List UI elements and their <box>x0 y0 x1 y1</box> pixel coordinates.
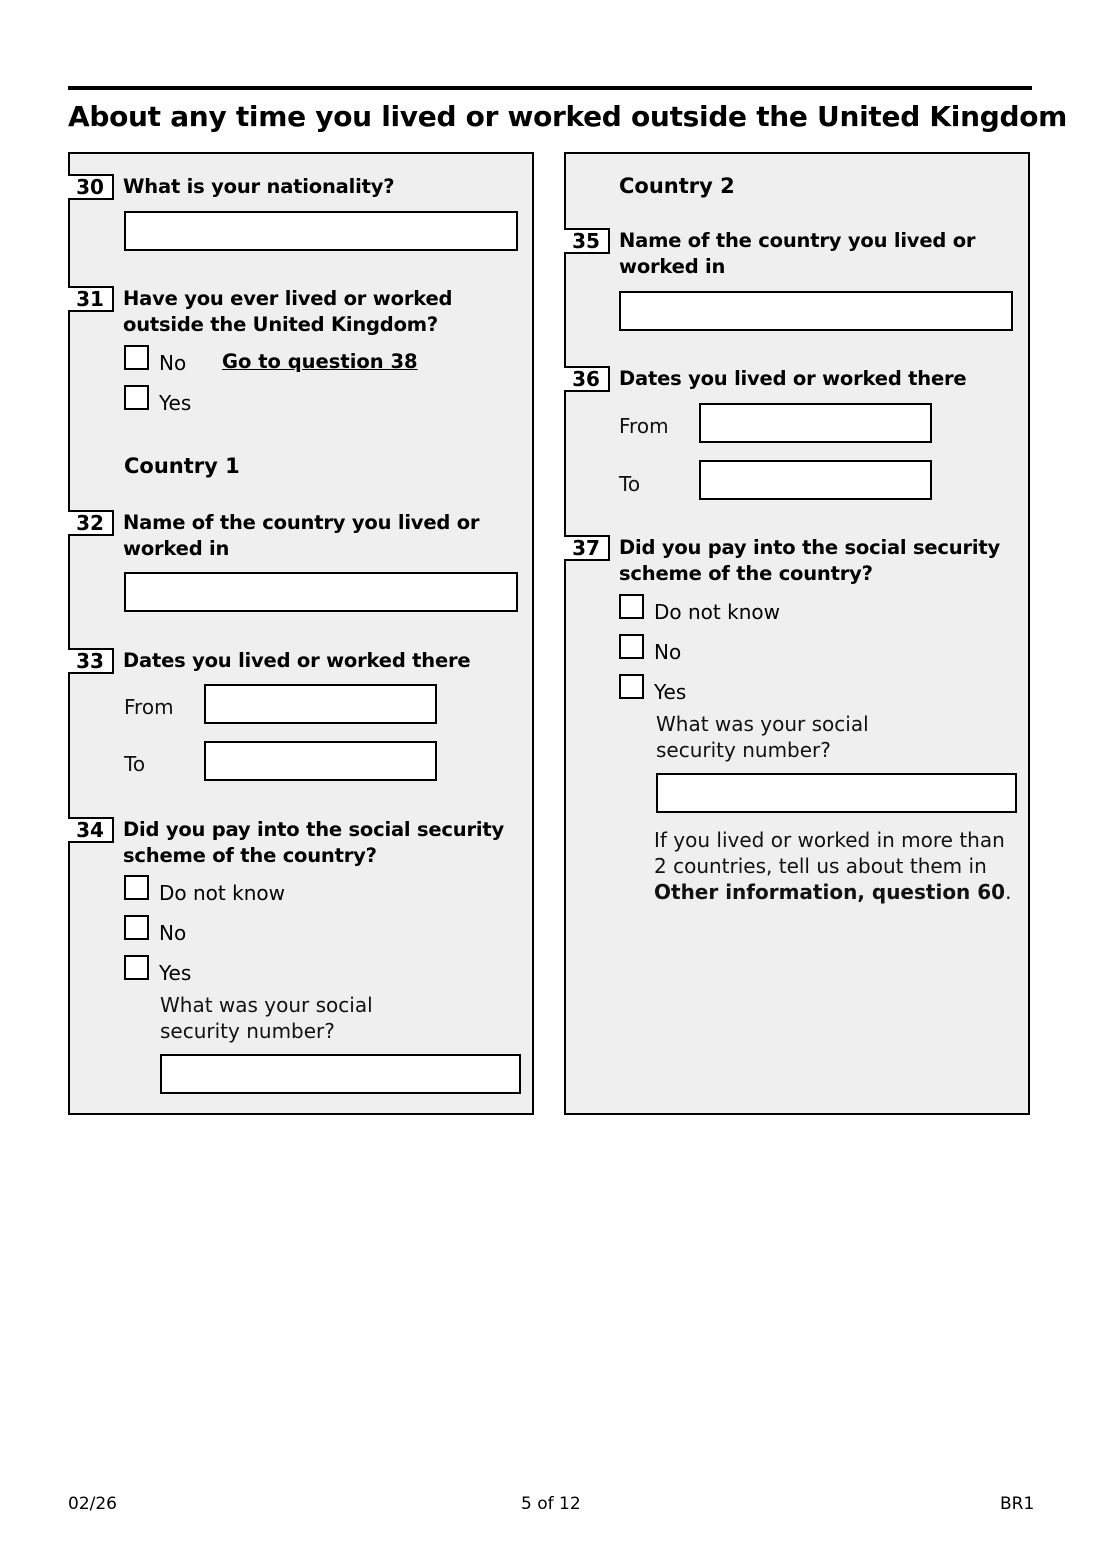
country-1-name-input[interactable] <box>124 572 518 612</box>
note-text: If you lived or worked in more than 2 countries, tell us about them in <box>654 828 1005 878</box>
social-security-dont-know-checkbox[interactable] <box>619 594 644 619</box>
question-text: Have you ever lived or worked outside the United Kingdom? <box>123 287 453 336</box>
country-2-from-date-input[interactable] <box>699 403 932 443</box>
question-text: Did you pay into the social security scheme of the country? <box>123 818 504 867</box>
checkbox-label: Yes <box>654 680 687 704</box>
page-title: About any time you lived or worked outside the United Kingdom <box>68 100 1068 133</box>
lived-abroad-yes-checkbox[interactable] <box>124 385 149 410</box>
checkbox-label: Do not know <box>654 600 780 624</box>
question-text: Name of the country you lived or worked in <box>619 229 976 278</box>
question-text: Dates you lived or worked there <box>123 649 471 672</box>
footer-form-code: BR1 <box>1000 1494 1035 1514</box>
checkbox-label: No <box>159 351 187 375</box>
country-1-heading: Country 1 <box>124 454 240 478</box>
ssn-prompt: What was your social security number? <box>160 993 373 1043</box>
country-1-to-date-input[interactable] <box>204 741 437 781</box>
top-rule <box>68 86 1032 90</box>
social-security-dont-know-checkbox[interactable] <box>124 875 149 900</box>
question-number: 30 <box>68 174 114 200</box>
question-number: 31 <box>68 286 114 312</box>
social-security-no-checkbox[interactable] <box>619 634 644 659</box>
question-number: 35 <box>564 228 610 254</box>
footer-date: 02/26 <box>68 1494 117 1514</box>
question-number: 36 <box>564 366 610 392</box>
social-security-no-checkbox[interactable] <box>124 915 149 940</box>
question-number: 37 <box>564 535 610 561</box>
question-text: Dates you lived or worked there <box>619 367 967 390</box>
country-2-heading: Country 2 <box>619 174 735 198</box>
question-text: What is your nationality? <box>123 175 395 198</box>
right-panel <box>564 152 1030 1115</box>
ssn-prompt: What was your social security number? <box>656 712 869 762</box>
left-panel <box>68 152 534 1115</box>
country-2-to-date-input[interactable] <box>699 460 932 500</box>
note-reference: Other information, question 60 <box>654 880 1006 904</box>
from-label: From <box>124 695 174 719</box>
social-security-yes-checkbox[interactable] <box>124 955 149 980</box>
question-number: 33 <box>68 648 114 674</box>
to-label: To <box>124 752 146 776</box>
lived-abroad-no-checkbox[interactable] <box>124 345 149 370</box>
checkbox-label: No <box>159 921 187 945</box>
country-2-name-input[interactable] <box>619 291 1013 331</box>
nationality-input[interactable] <box>124 211 518 251</box>
country-2-ssn-input[interactable] <box>656 773 1017 813</box>
checkbox-label: Yes <box>159 961 192 985</box>
social-security-yes-checkbox[interactable] <box>619 674 644 699</box>
to-label: To <box>619 472 641 496</box>
question-text: Name of the country you lived or worked in <box>123 511 480 560</box>
note-end: . <box>1005 880 1012 904</box>
more-countries-note <box>654 827 1022 905</box>
country-1-ssn-input[interactable] <box>160 1054 521 1094</box>
footer-page-number: 5 of 12 <box>521 1494 581 1514</box>
checkbox-label: Yes <box>159 391 192 415</box>
question-text: Did you pay into the social security scheme of the country? <box>619 536 1000 585</box>
question-number: 32 <box>68 510 114 536</box>
checkbox-label: No <box>654 640 682 664</box>
checkbox-label: Do not know <box>159 881 285 905</box>
country-1-from-date-input[interactable] <box>204 684 437 724</box>
question-number: 34 <box>68 817 114 843</box>
from-label: From <box>619 414 669 438</box>
goto-question-38-link[interactable]: Go to question 38 <box>222 350 418 373</box>
